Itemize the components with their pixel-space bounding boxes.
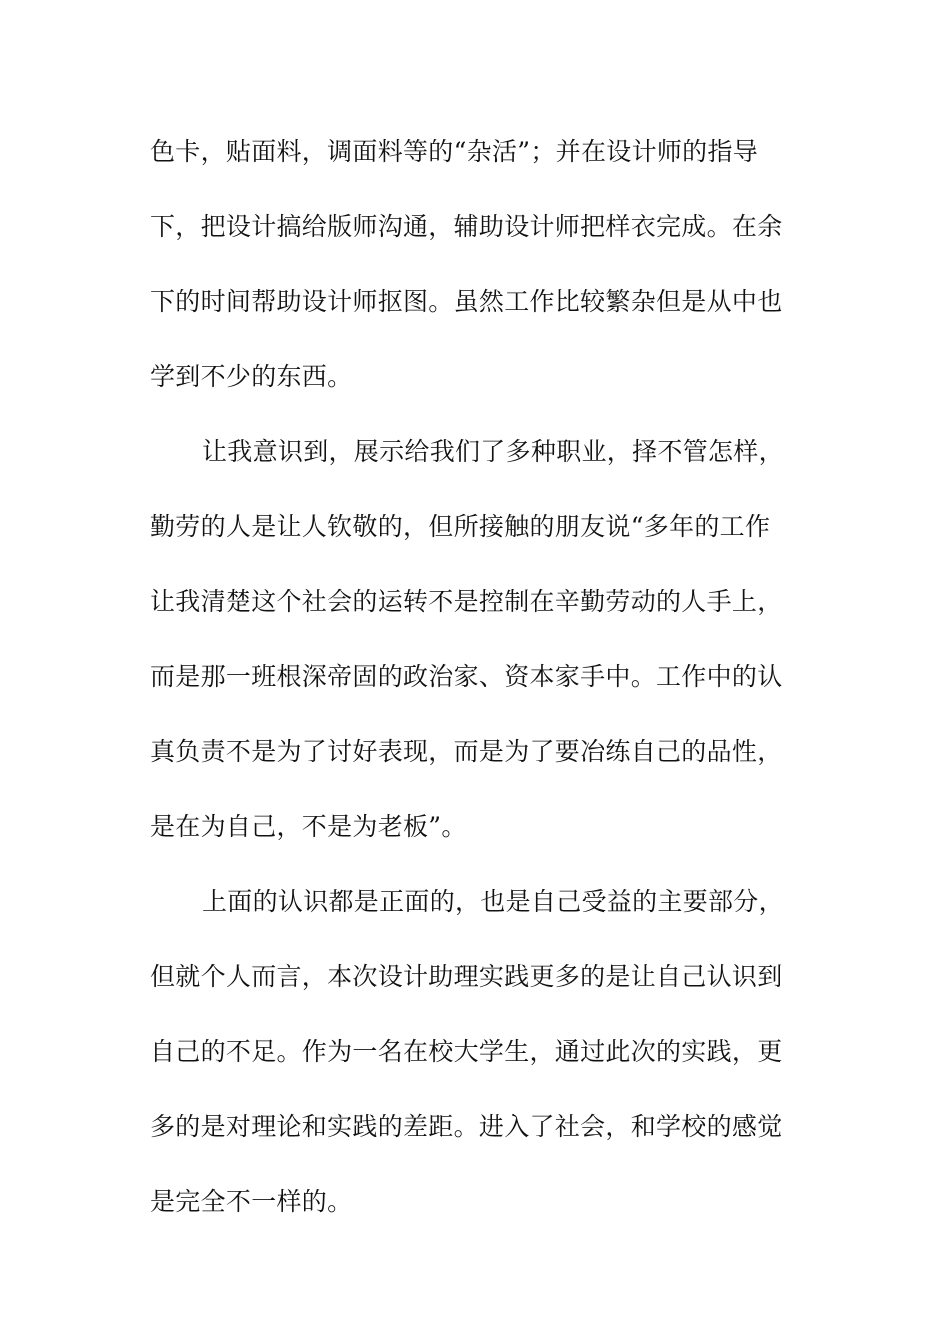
- text-line: 让我清楚这个社会的运转不是控制在辛勤劳动的人手上，: [150, 587, 783, 616]
- text-line: 自己的不足。作为一名在校大学生，通过此次的实践，更: [150, 1037, 783, 1066]
- text-line: 上面的认识都是正面的，也是自己受益的主要部分，: [202, 887, 784, 916]
- text-line: 但就个人而言，本次设计助理实践更多的是让自己认识到: [150, 962, 783, 991]
- text-line: 是在为自己，不是为老板”。: [150, 812, 467, 841]
- text-line: 而是那一班根深帝固的政治家、资本家手中。工作中的认: [150, 662, 783, 691]
- text-line: 勤劳的人是让人钦敬的，但所接触的朋友说“多年的工作: [150, 512, 771, 541]
- text-line: 真负责不是为了讨好表现，而是为了要冶练自己的品性，: [150, 737, 783, 766]
- text-line: 学到不少的东西。: [150, 362, 353, 391]
- text-line: 色卡，贴面料，调面料等的“杂活”；并在设计师的指导: [150, 137, 759, 166]
- text-line: 是完全不一样的。: [150, 1187, 353, 1216]
- text-line: 多的是对理论和实践的差距。进入了社会，和学校的感觉: [150, 1112, 783, 1141]
- text-line: 让我意识到，展示给我们了多种职业，择不管怎样，: [202, 437, 784, 466]
- text-line: 下的时间帮助设计师抠图。虽然工作比较繁杂但是从中也: [150, 287, 783, 316]
- text-line: 下，把设计搞给版师沟通，辅助设计师把样衣完成。在余: [150, 212, 783, 241]
